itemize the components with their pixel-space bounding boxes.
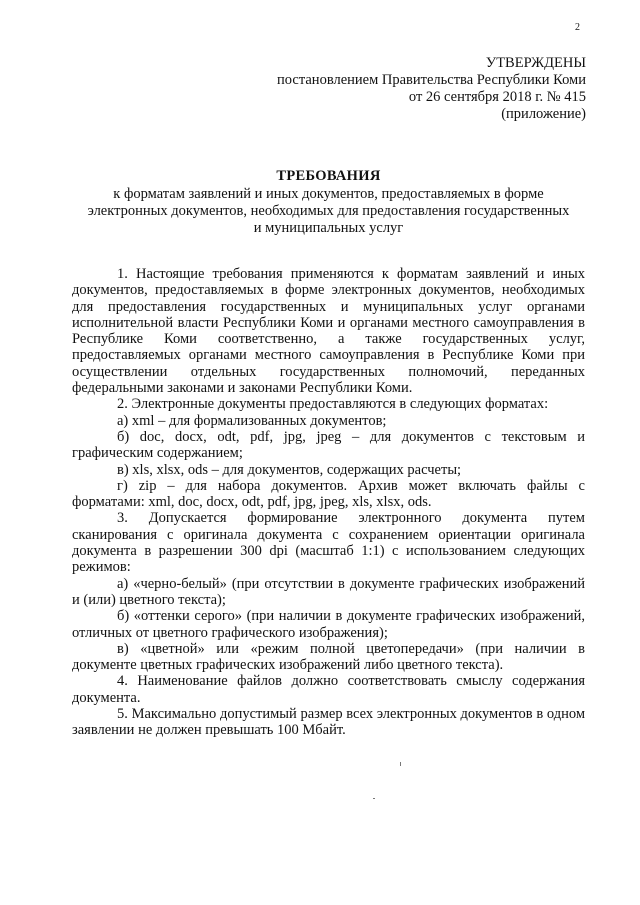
paragraph-3b: б) «оттенки серого» (при наличии в документе графических изображений, отличных от цветного графического изображения); — [72, 608, 585, 641]
document-subtitle-line-2: электронных документов, необходимых для предоставления государственных — [87, 203, 570, 219]
approval-decree: постановлением Правительства Республики Коми — [277, 72, 586, 88]
approval-date-number: от 26 сентября 2018 г. № 415 — [408, 89, 586, 105]
paragraph-1: 1. Настоящие требования применяются к форматам заявлений и иных документов, предоставляемых в форме электронных документов, необходимых для предоставления государственных и муниципальных услуг органами исполнительной власти Республики Коми и органами местного самоуправления в Республике Коми соответственно, а также государственных услуг, предоставляемых органами местного самоуправления в Республике Коми при осуществлении отдельных государственных полномочий, переданных федеральными законами и законами Республики Коми. — [72, 266, 585, 397]
scan-mark — [400, 762, 401, 766]
approval-heading: УТВЕРЖДЕНЫ — [485, 55, 586, 71]
paragraph-2: 2. Электронные документы предоставляются в следующих форматах: — [117, 396, 549, 413]
paragraph-3a: а) «черно-белый» (при отсутствии в документе графических изображений и (или) цветного текста); — [72, 575, 585, 608]
paragraph-2b: б) doc, docx, odt, pdf, jpg, jpeg – для документов с текстовым и графическим содержанием; — [72, 428, 585, 462]
scan-mark — [373, 798, 375, 799]
paragraph-2c: в) xls, xlsx, ods – для документов, содержащих расчеты; — [117, 461, 462, 478]
paragraph-2a: а) xml – для формализованных документов; — [117, 412, 387, 429]
paragraph-3: 3. Допускается формирование электронного документа путем сканирования с оригинала документа с сохранением ориентации оригинала документа в разрешении 300 dpi (масштаб 1:1) с использованием следующих режимов: — [72, 510, 585, 576]
page-number: 2 — [575, 22, 580, 33]
document-title-block — [72, 168, 585, 237]
document-title: ТРЕБОВАНИЯ — [276, 168, 381, 184]
paragraph-2d: г) zip – для набора документов. Архив может включать файлы с форматами: xml, doc, docx, odt, pdf, jpg, jpeg, xls, xlsx, ods. — [72, 477, 585, 511]
paragraph-4: 4. Наименование файлов должно соответствовать смыслу содержания документа. — [72, 673, 585, 706]
approval-appendix: (приложение) — [501, 106, 586, 122]
paragraph-5: 5. Максимально допустимый размер всех электронных документов в одном заявлении не должен превышать 100 Мбайт. — [72, 706, 585, 739]
document-subtitle-line-1: к форматам заявлений и иных документов, предоставляемых в форме — [113, 186, 544, 202]
document-subtitle-line-3: и муниципальных услуг — [253, 220, 404, 236]
approval-stamp — [277, 55, 586, 123]
document-body — [72, 266, 585, 739]
paragraph-3c: в) «цветной» или «режим полной цветопередачи» (при наличии в документе цветных графических изображений либо цветного текста). — [72, 640, 585, 674]
